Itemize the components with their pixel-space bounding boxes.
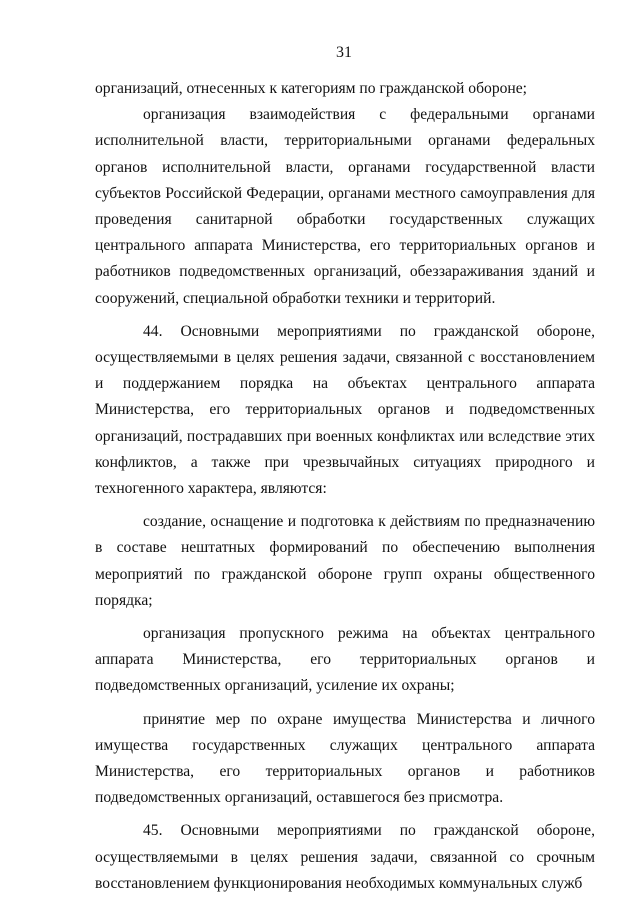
paragraph-access-control: организация пропускного режима на объектах центрального аппарата Министерства, его территориальных органов и подведомственных организаций, усиление их охраны; <box>95 625 595 695</box>
paragraph-interaction-organization: организация взаимодействия с федеральными органами исполнительной власти, территориальными органами федеральных органов исполнительной власти, органами государственной власти субъектов Российской Федерации, органами местного самоуправления для проведения санитарной обработки государственных служащих центрального аппарата Министерства, его территориальных органов и работников подведомственных организаций, обеззараживания зданий и сооружений, специальной обработки техники и территорий. <box>95 106 595 307</box>
paragraph-item-44: 44. Основными мероприятиями по гражданской обороне, осуществляемыми в целях решения задачи, связанной с восстановлением и поддержанием порядка на объектах центрального аппарата Министерства, его территориальных органов и подведомственных организаций, пострадавших при военных конфликтах или вследствие этих конфликтов, а также при чрезвычайных ситуациях природного и техногенного характера, являются: <box>95 322 595 498</box>
page-number: 31 <box>336 44 352 61</box>
paragraph-property-protection: принятие мер по охране имущества Министерства и личного имущества государственных служащих центрального аппарата Министерства, его территориальных органов и работников подведомственных организаций, оставшегося без присмотра. <box>95 710 595 807</box>
paragraph-item-45: 45. Основными мероприятиями по гражданской обороне, осуществляемыми в целях решения задачи, связанной со срочным восстановлением функционирования необходимых коммунальных служб <box>95 822 595 892</box>
paragraph-continuation: организаций, отнесенных к категориям по гражданской обороне; <box>95 80 528 97</box>
paragraph-formations: создание, оснащение и подготовка к действиям по предназначению в составе нештатных формирований по обеспечению выполнения мероприятий по гражданской обороне групп охраны общественного порядка; <box>95 513 595 609</box>
